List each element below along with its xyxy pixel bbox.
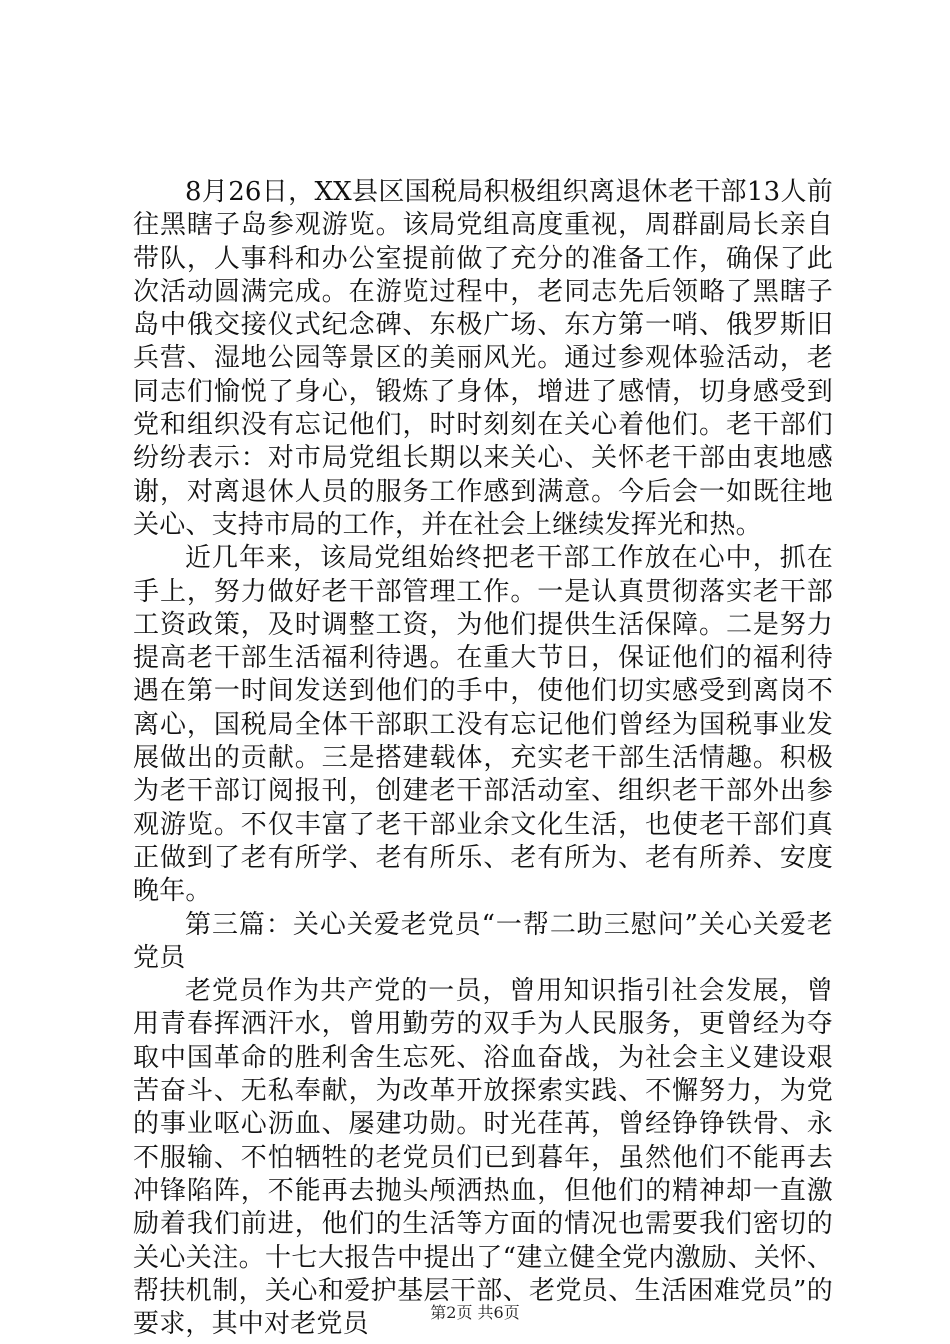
page-footer: 第2页 共6页: [430, 1303, 520, 1322]
paragraph-old-party-members: 老党员作为共产党的一员，曾用知识指引社会发展，曾用青春挥洒汗水，曾用勤劳的双手为人民服务，更曾经为夺取中国革命的胜利舍生忘死、浴血奋战，为社会主义建设艰苦奋斗、无私奉献，为改革开放探索实践、不懈努力，为党的事业呕心沥血、屡建功勋。时光荏苒，曾经铮铮铁骨、永不服输、不怕牺牲的老党员们已到暮年，虽然他们不能再去冲锋陷阵，不能再去抛头颅洒热血，但他们的精神却一直激励着我们前进，他们的生活等方面的情况也需要我们密切的关心关注。十七大报告中提出了“建立健全党内激励、关怀、帮扶机制，关心和爱护基层干部、老党员、生活困难党员”的要求，其中对老党员: [133, 976, 833, 1340]
paragraph-tax-bureau-trip: 8月26日，XX县区国税局积极组织离退休老干部13人前往黑瞎子岛参观游览。该局党组高度重视，周群副局长亲自带队，人事科和办公室提前做了充分的准备工作，确保了此次活动圆满完成。在游览过程中，老同志先后领略了黑瞎子岛中俄交接仪式纪念碑、东极广场、东方第一哨、俄罗斯旧兵营、湿地公园等景区的美丽风光。通过参观体验活动，老同志们愉悦了身心，锻炼了身体，增进了感情，切身感受到党和组织没有忘记他们，时时刻刻在关心着他们。老干部们纷纷表示：对市局党组长期以来关心、关怀老干部由衷地感谢，对离退休人员的服务工作感到满意。今后会一如既往地关心、支持市局的工作，并在社会上继续发挥光和热。: [133, 177, 833, 540]
paragraph-veteran-cadre-work: 近几年来，该局党组始终把老干部工作放在心中，抓在手上，努力做好老干部管理工作。一是认真贯彻落实老干部工资政策，及时调整工资，为他们提供生活保障。二是努力提高老干部生活福利待遇。在重大节日，保证他们的福利待遇在第一时间发送到他们的手中，使他们切实感受到离岗不离心，国税局全体干部职工没有忘记他们曾经为国税事业发展做出的贡献。三是搭建载体，充实老干部生活情趣。积极为老干部订阅报刊，创建老干部活动室、组织老干部外出参观游览。不仅丰富了老干部业余文化生活，也使老干部们真正做到了老有所学、老有所乐、老有所为、老有所养、安度晚年。: [133, 543, 833, 907]
document-body: [133, 176, 833, 1341]
section-heading-third-article: 第三篇：关心关爱老党员“一帮二助三慰问”关心关爱老党员: [133, 909, 833, 973]
